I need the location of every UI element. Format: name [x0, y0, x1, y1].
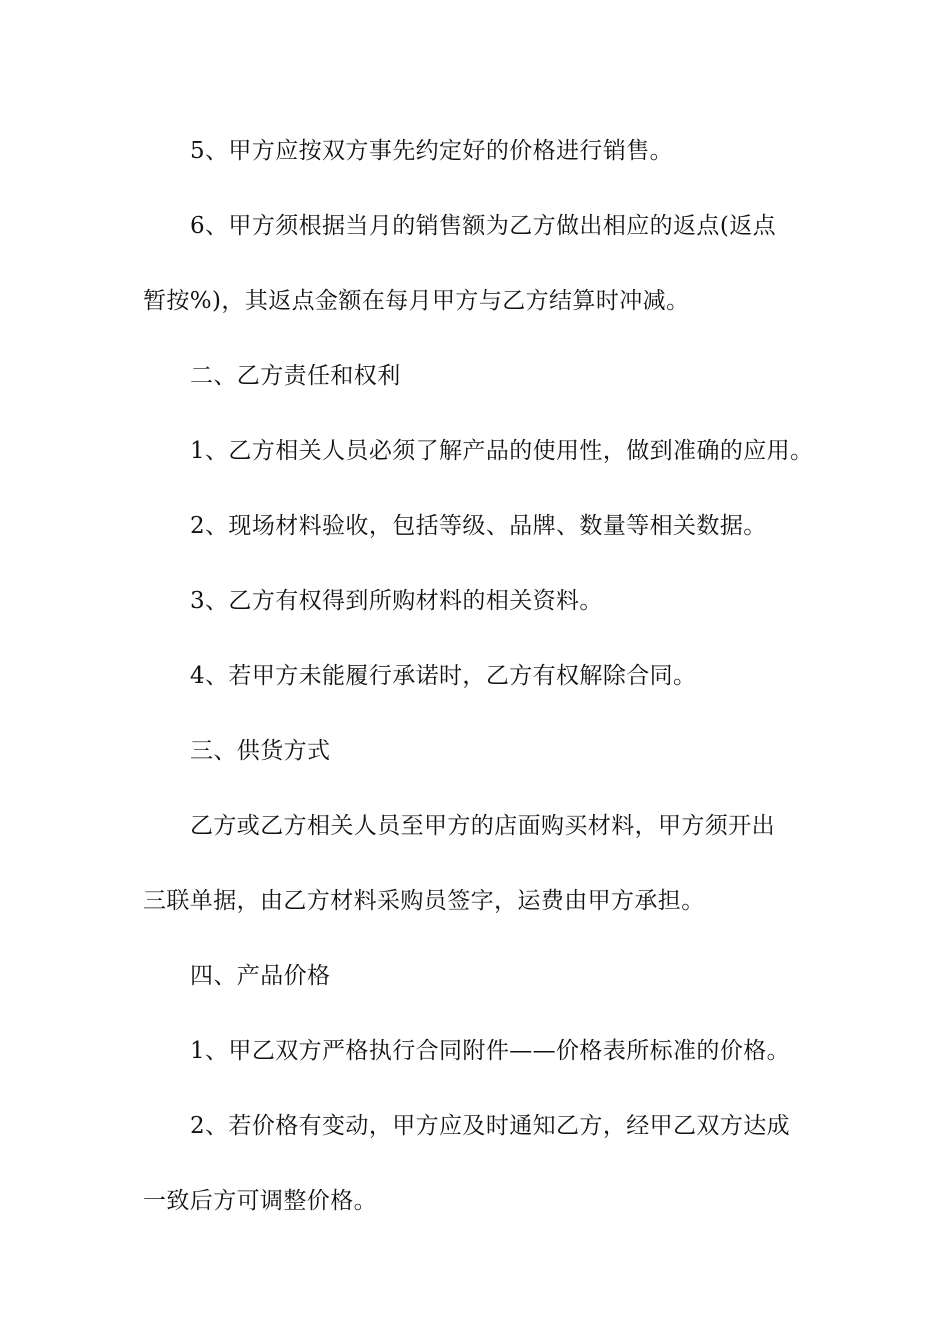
section-heading-party-b-duties: 二、乙方责任和权利 [190, 363, 401, 389]
clause-6-rebate-line-1: 6、甲方须根据当月的销售额为乙方做出相应的返点(返点 [190, 213, 777, 239]
clause-b3-material-documents: 3、乙方有权得到所购材料的相关资料。 [190, 588, 603, 614]
clause-p2-price-change-line-1: 2、若价格有变动，甲方应及时通知乙方，经甲乙双方达成 [190, 1113, 791, 1139]
clause-b2-material-inspection: 2、现场材料验收，包括等级、品牌、数量等相关数据。 [190, 513, 767, 539]
clause-b1-product-knowledge: 1、乙方相关人员必须了解产品的使用性，做到准确的应用。 [190, 438, 814, 464]
clause-5-pricing: 5、甲方应按双方事先约定好的价格进行销售。 [190, 138, 674, 164]
clause-p1-price-list: 1、甲乙双方严格执行合同附件——价格表所标准的价格。 [190, 1038, 791, 1064]
supply-method-line-2: 三联单据，由乙方材料采购员签字，运费由甲方承担。 [143, 888, 705, 914]
supply-method-line-1: 乙方或乙方相关人员至甲方的店面购买材料，甲方须开出 [190, 813, 775, 839]
section-heading-product-price: 四、产品价格 [190, 963, 331, 989]
clause-6-rebate-line-2: 暂按%)，其返点金额在每月甲方与乙方结算时冲减。 [143, 288, 690, 314]
clause-b4-termination-right: 4、若甲方未能履行承诺时，乙方有权解除合同。 [190, 663, 697, 689]
section-heading-supply-method: 三、供货方式 [190, 738, 331, 764]
clause-p2-price-change-line-2: 一致后方可调整价格。 [143, 1188, 377, 1214]
